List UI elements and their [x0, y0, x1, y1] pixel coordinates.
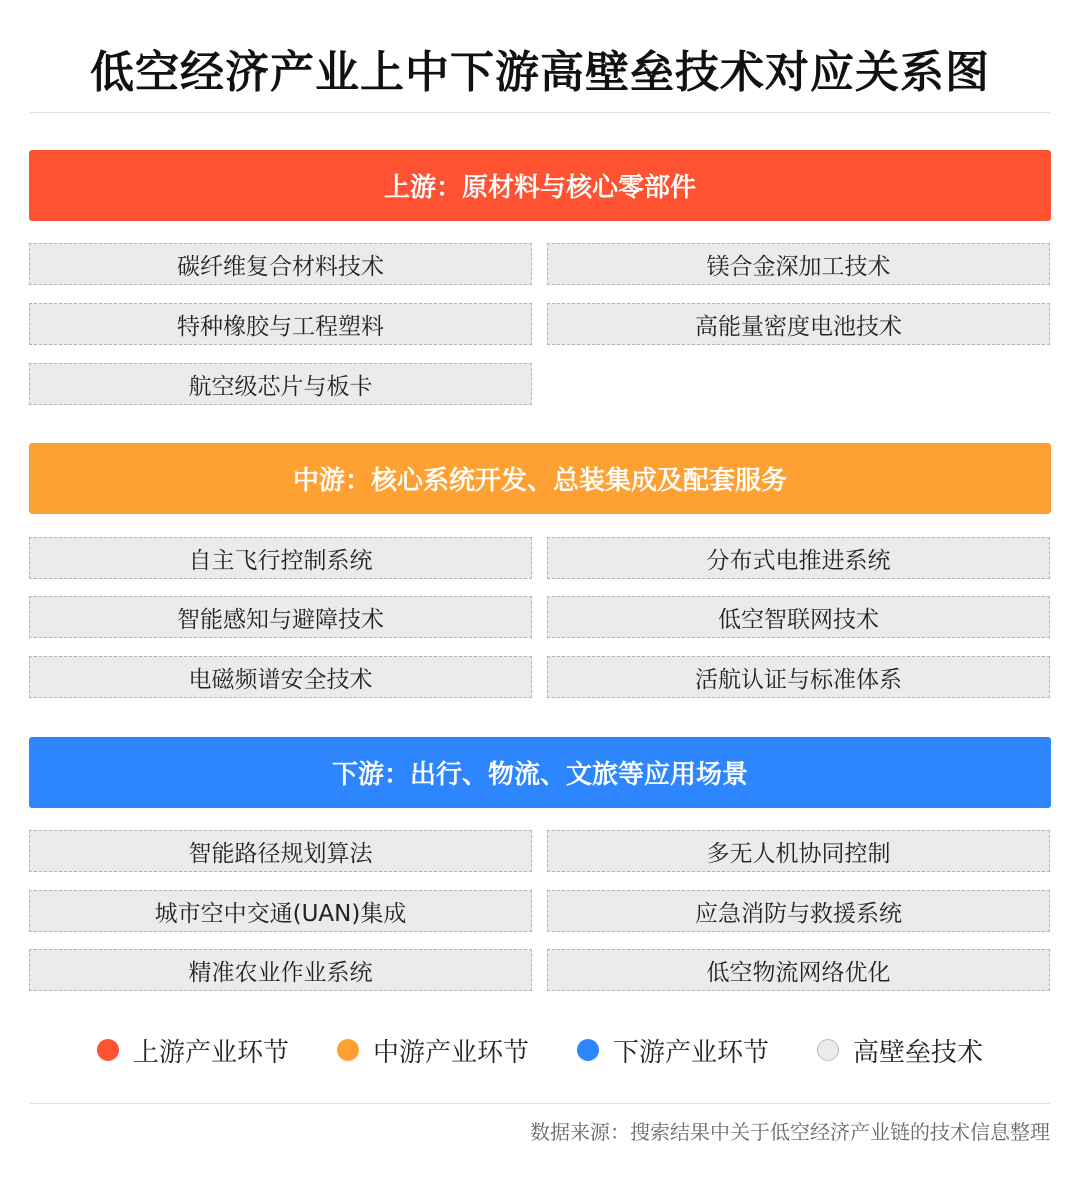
upstream-tech-box: 特种橡胶与工程塑料	[29, 303, 532, 345]
upstream-tech-box: 碳纤维复合材料技术	[29, 243, 532, 285]
legend-label: 高壁垒技术	[853, 1037, 984, 1068]
midstream-tech-box: 自主飞行控制系统	[29, 537, 532, 579]
downstream-header: 下游：出行、物流、文旅等应用场景	[29, 737, 1051, 808]
legend-dot-icon	[337, 1039, 359, 1061]
upstream-header: 上游：原材料与核心零部件	[29, 150, 1051, 221]
source-note: 数据来源：搜索结果中关于低空经济产业链的技术信息整理	[530, 1120, 1050, 1144]
upstream-tech-box: 航空级芯片与板卡	[29, 363, 532, 405]
legend-label: 下游产业环节	[613, 1037, 770, 1068]
upstream-tech-box: 高能量密度电池技术	[547, 303, 1050, 345]
downstream-tech-box: 低空物流网络优化	[547, 949, 1050, 991]
midstream-tech-box: 分布式电推进系统	[547, 537, 1050, 579]
midstream-header: 中游：核心系统开发、总装集成及配套服务	[29, 443, 1051, 514]
downstream-tech-box: 精准农业作业系统	[29, 949, 532, 991]
legend	[0, 1028, 1080, 1072]
downstream-tech-box: 城市空中交通(UAN)集成	[29, 890, 532, 932]
legend-item-downstream	[577, 1032, 769, 1069]
midstream-tech-box: 智能感知与避障技术	[29, 596, 532, 638]
midstream-tech-box: 低空智联网技术	[547, 596, 1050, 638]
legend-item-midstream	[337, 1032, 529, 1069]
downstream-tech-box: 多无人机协同控制	[547, 830, 1050, 872]
downstream-tech-box: 智能路径规划算法	[29, 830, 532, 872]
legend-dot-icon	[817, 1039, 839, 1061]
footer-divider	[30, 1103, 1050, 1104]
page-title: 低空经济产业上中下游高壁垒技术对应关系图	[90, 47, 990, 98]
midstream-tech-box: 活航认证与标准体系	[547, 656, 1050, 698]
legend-label: 中游产业环节	[372, 1037, 529, 1068]
downstream-tech-box: 应急消防与救援系统	[547, 890, 1050, 932]
legend-dot-icon	[577, 1039, 599, 1061]
legend-item-high-barrier	[817, 1032, 983, 1069]
legend-dot-icon	[97, 1039, 119, 1061]
midstream-tech-box: 电磁频谱安全技术	[29, 656, 532, 698]
legend-item-upstream	[97, 1032, 289, 1069]
legend-label: 上游产业环节	[132, 1037, 289, 1068]
upstream-tech-box: 镁合金深加工技术	[547, 243, 1050, 285]
title-divider	[30, 112, 1050, 113]
